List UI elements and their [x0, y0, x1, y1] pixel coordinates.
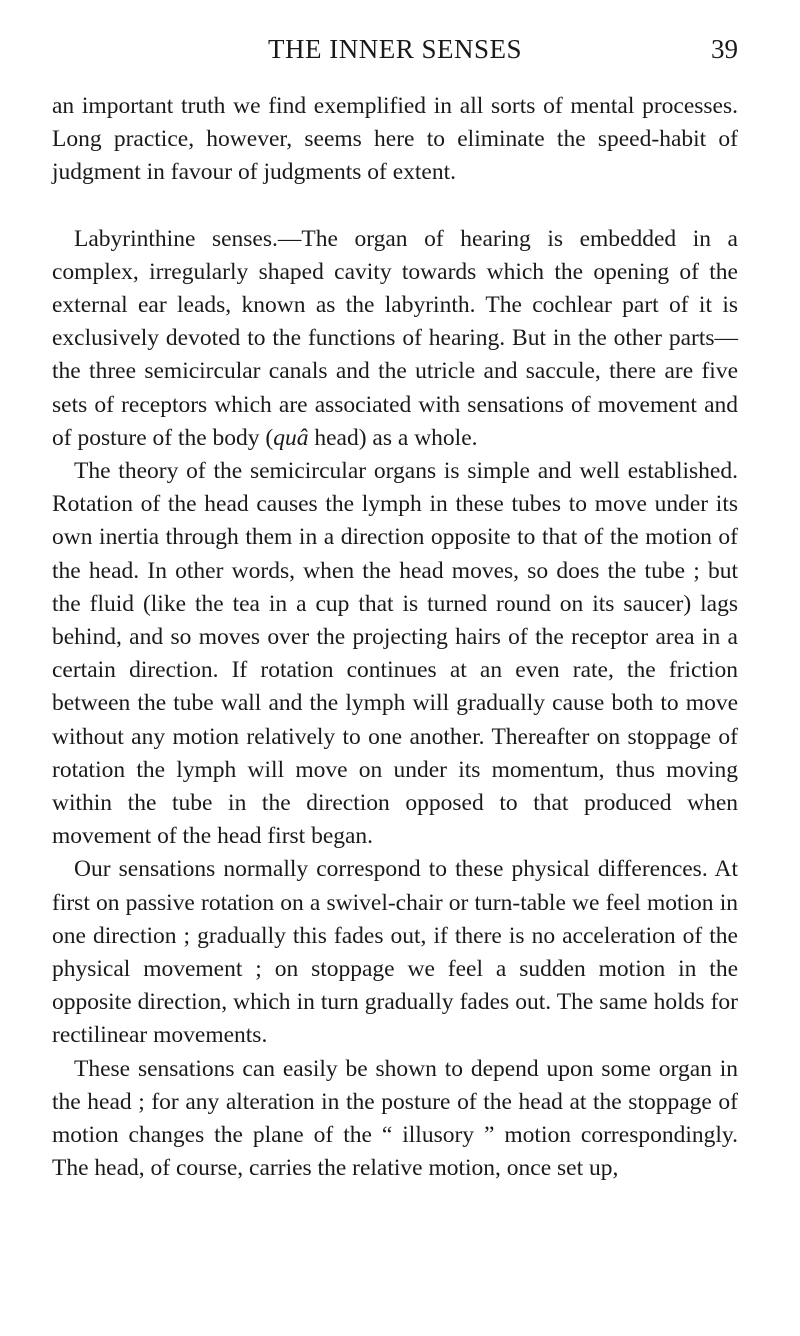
- paragraph-theory: The theory of the semicircular organs is simple and well established. Rotation of the head causes the lymph in these tubes to move under its own inertia through them in a direction opposite to that of the motion of the head. In other words, when the head moves, so does the tube ; but the fluid (like the tea in a cup that is turned round on its saucer) lags behind, and so moves over the projecting hairs of the receptor area in a certain direction. If rotation continues at an even rate, the friction between the tube wall and the lymph will gradually cause both to move without any motion relatively to one another. Thereafter on stoppage of rotation the lymph will move on under its momentum, thus moving within the tube in the direction opposed to that produced when movement of the head first began.: [52, 458, 738, 850]
- paragraph-labyrinthine-senses: [52, 223, 738, 455]
- body-text: [52, 90, 738, 1186]
- book-page: [52, 34, 738, 1186]
- chapter-title: THE INNER SENSES: [267, 34, 522, 64]
- paragraph-text: Labyrinthine senses.—The organ of hearing is embedded in a complex, irregularly shaped cavity towards which the opening of the external ear leads, known as the labyrinth. The cochlear part of it is exclusively devoted to the functions of hearing. But in the other parts—the three semicircular canals and the utricle and saccule, there are five sets of receptors which are associated with sensations of movement and of posture of the body (: [52, 225, 738, 451]
- paragraph-text: head) as a whole.: [308, 424, 478, 451]
- paragraph-continuation: an important truth we find exemplified in all sorts of mental processes. Long practice, however, seems here to eliminate the speed-habit of judgment in favour of judgments of extent.: [52, 93, 738, 186]
- italic-term: quâ: [273, 424, 309, 451]
- paragraph-sensations: Our sensations normally correspond to these physical differences. At first on passive rotation on a swivel-chair or turn-table we feel motion in one direction ; gradually this fades out, if there is no acceleration of the physical movement ; on stoppage we feel a sudden motion in the opposite direction, which in turn gradually fades out. The same holds for rectilinear movements.: [52, 856, 738, 1049]
- running-header: [52, 34, 738, 74]
- page-number: 39: [711, 34, 738, 64]
- paragraph-head-organ: These sensations can easily be shown to depend upon some organ in the head ; for any alteration in the posture of the head at the stoppage of motion changes the plane of the “ illusory ” motion correspondingly. The head, of course, carries the relative motion, once set up,: [52, 1055, 738, 1182]
